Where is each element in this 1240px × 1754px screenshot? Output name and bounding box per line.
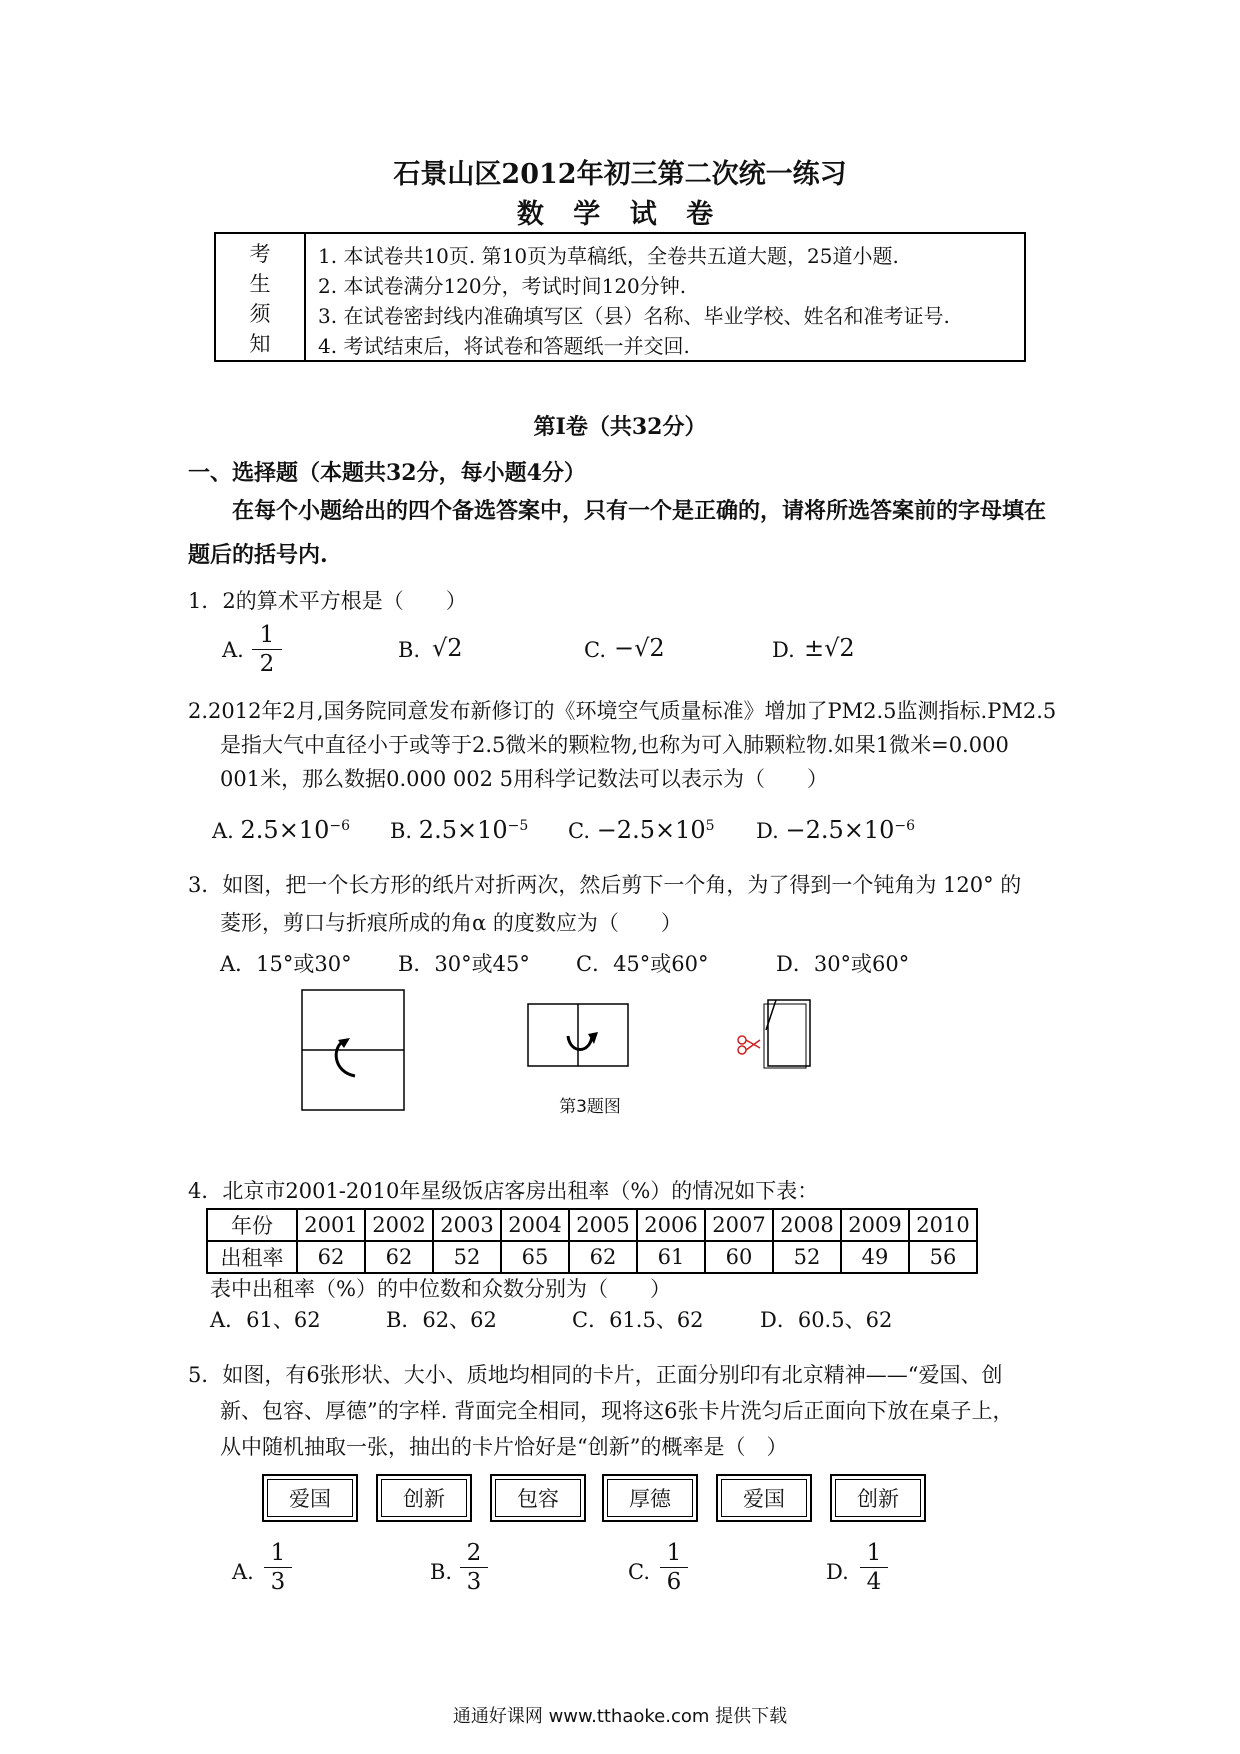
folded-paper-layer bbox=[764, 1004, 806, 1068]
card-aiguo bbox=[262, 1474, 358, 1522]
instruction-line-2: 题后的括号内. bbox=[188, 542, 328, 568]
q4-table bbox=[206, 1208, 978, 1274]
q3-figure-3 bbox=[730, 996, 820, 1072]
q3-figure-2 bbox=[526, 1002, 632, 1070]
card-chuangxin bbox=[376, 1474, 472, 1522]
q5-option-c-fraction bbox=[660, 1540, 688, 1595]
option-label: D. bbox=[756, 819, 779, 843]
fraction-bar bbox=[460, 1567, 488, 1568]
notice-label-char: 考 bbox=[249, 242, 271, 266]
option-exponent: −6 bbox=[894, 818, 916, 834]
q3-line-1: 3．如图，把一个长方形的纸片对折两次，然后剪下一个角，为了得到一个钝角为 120° 的 bbox=[188, 873, 1022, 897]
q5-option-b-label: B. bbox=[430, 1560, 453, 1584]
option-label: A. bbox=[212, 819, 234, 843]
table-cell: 49 bbox=[841, 1241, 909, 1273]
table-cell: 61 bbox=[637, 1241, 705, 1273]
table-cell: 2008 bbox=[773, 1209, 841, 1241]
q5-option-b-fraction bbox=[460, 1540, 488, 1595]
fraction-numerator: 1 bbox=[666, 1540, 682, 1566]
table-cell: 52 bbox=[773, 1241, 841, 1273]
card-label: 创新 bbox=[403, 1487, 445, 1511]
q4-stem: 4．北京市2001-2010年星级饭店客房出租率（%）的情况如下表： bbox=[188, 1179, 819, 1203]
option-label: C. bbox=[568, 819, 590, 843]
q2-option-b bbox=[390, 816, 528, 844]
instruction-line-1: 在每个小题给出的四个备选答案中，只有一个是正确的，请将所选答案前的字母填在 bbox=[232, 498, 1047, 524]
exam-title: 石景山区2012年初三第二次统一练习 bbox=[393, 159, 847, 190]
card-baorong bbox=[490, 1474, 586, 1522]
q5-option-d-label: D. bbox=[826, 1560, 849, 1584]
card-label: 包容 bbox=[517, 1487, 559, 1511]
card-label: 创新 bbox=[857, 1487, 899, 1511]
q3-line-2: 菱形，剪口与折痕所成的角α 的度数应为（ ） bbox=[220, 911, 682, 935]
table-cell: 2002 bbox=[365, 1209, 433, 1241]
fraction-bar bbox=[252, 649, 282, 650]
option-label: B. bbox=[390, 819, 413, 843]
table-cell: 65 bbox=[501, 1241, 569, 1273]
option-base: 2.5×10 bbox=[418, 816, 508, 844]
q5-option-a-label: A. bbox=[232, 1560, 254, 1584]
table-cell: 2001 bbox=[297, 1209, 365, 1241]
q1-option-d-label: D. bbox=[772, 638, 795, 662]
q5-option-c-label: C. bbox=[628, 1560, 650, 1584]
table-cell: 60 bbox=[705, 1241, 773, 1273]
fraction-denominator: 3 bbox=[270, 1569, 286, 1595]
q2-option-d bbox=[756, 816, 915, 844]
option-base: −2.5×10 bbox=[596, 816, 706, 844]
fraction-denominator: 2 bbox=[259, 651, 275, 677]
q5-line-1: 5．如图，有6张形状、大小、质地均相同的卡片，正面分别印有北京精神——“爱国、创 bbox=[188, 1363, 1003, 1387]
q3-option-b: B．30°或45° bbox=[398, 952, 530, 976]
q4-option-b: B．62、62 bbox=[386, 1308, 497, 1332]
option-exponent: −5 bbox=[507, 818, 529, 834]
card-label: 爱国 bbox=[743, 1487, 785, 1511]
table-row bbox=[207, 1241, 977, 1273]
table-cell: 2007 bbox=[705, 1209, 773, 1241]
table-cell: 2003 bbox=[433, 1209, 501, 1241]
q2-line-3: 001米，那么数据0.000 002 5用科学记数法可以表示为（ ） bbox=[220, 767, 828, 791]
q1-option-c-value: −√2 bbox=[614, 634, 665, 662]
q3-option-c: C．45°或60° bbox=[576, 952, 709, 976]
q4-option-a: A．61、62 bbox=[210, 1308, 321, 1332]
card-label: 爱国 bbox=[289, 1487, 331, 1511]
curved-arrow-icon bbox=[568, 1036, 592, 1050]
q1-stem: 1．2的算术平方根是（ ） bbox=[188, 589, 467, 613]
q1-option-c-label: C. bbox=[584, 638, 606, 662]
q3-option-d: D．30°或60° bbox=[776, 952, 910, 976]
notice-label-column bbox=[216, 234, 306, 360]
q1-option-a-label: A. bbox=[222, 638, 244, 662]
table-cell: 62 bbox=[297, 1241, 365, 1273]
q5-line-2: 新、包容、厚德”的字样. 背面完全相同，现将这6张卡片洗匀后正面向下放在桌子上， bbox=[220, 1399, 1014, 1423]
fraction-denominator: 6 bbox=[666, 1569, 682, 1595]
card-houde bbox=[602, 1474, 698, 1522]
option-exponent: 5 bbox=[705, 818, 715, 834]
notice-label-char: 知 bbox=[249, 332, 271, 356]
fraction-denominator: 3 bbox=[466, 1569, 482, 1595]
q2-line-1: 2.2012年2月,国务院同意发布新修订的《环境空气质量标准》增加了PM2.5监测指标.PM2.5 bbox=[188, 699, 1057, 723]
q1-option-b-value: √2 bbox=[432, 634, 463, 662]
table-cell: 2005 bbox=[569, 1209, 637, 1241]
fraction-numerator: 1 bbox=[866, 1540, 882, 1566]
table-cell: 年份 bbox=[207, 1209, 297, 1241]
table-cell: 56 bbox=[909, 1241, 977, 1273]
fraction-numerator: 2 bbox=[466, 1540, 482, 1566]
q5-line-3: 从中随机抽取一张，抽出的卡片恰好是“创新”的概率是（ ） bbox=[220, 1435, 788, 1459]
notice-box bbox=[214, 232, 1026, 362]
fraction-bar bbox=[264, 1567, 292, 1568]
notice-item: 2. 本试卷满分120分，考试时间120分钟. bbox=[318, 274, 687, 298]
section-heading: 一、选择题（本题共32分，每小题4分） bbox=[188, 460, 586, 486]
notice-item: 4. 考试结束后，将试卷和答题纸一并交回. bbox=[318, 334, 690, 358]
q2-option-c bbox=[568, 816, 715, 844]
notice-label-char: 须 bbox=[249, 302, 271, 326]
q4-option-d: D．60.5、62 bbox=[760, 1308, 893, 1332]
notice-label-char: 生 bbox=[249, 272, 271, 296]
q1-option-a-fraction bbox=[252, 622, 282, 677]
table-row bbox=[207, 1209, 977, 1241]
q3-figure-caption: 第3题图 bbox=[559, 1097, 621, 1117]
q2-option-a bbox=[212, 816, 350, 844]
option-base: −2.5×10 bbox=[785, 816, 895, 844]
card-label: 厚德 bbox=[629, 1487, 671, 1511]
table-cell: 2010 bbox=[909, 1209, 977, 1241]
q3-option-a: A．15°或30° bbox=[220, 952, 352, 976]
card-chuangxin bbox=[830, 1474, 926, 1522]
q4-option-c: C．61.5、62 bbox=[572, 1308, 704, 1332]
exam-subtitle: 数 学 试 卷 bbox=[516, 199, 724, 230]
curved-arrow-icon bbox=[336, 1042, 355, 1076]
folded-paper bbox=[768, 1000, 810, 1066]
q1-option-b-label: B. bbox=[398, 638, 421, 662]
fraction-bar bbox=[860, 1567, 888, 1568]
table-cell: 出租率 bbox=[207, 1241, 297, 1273]
option-base: 2.5×10 bbox=[240, 816, 330, 844]
table-cell: 52 bbox=[433, 1241, 501, 1273]
table-cell: 2006 bbox=[637, 1209, 705, 1241]
fraction-numerator: 1 bbox=[259, 622, 275, 648]
q1-option-d-value: ±√2 bbox=[804, 634, 855, 662]
part-title: 第Ⅰ卷（共32分） bbox=[533, 414, 707, 440]
option-exponent: −6 bbox=[329, 818, 350, 834]
q4-question: 表中出租率（%）的中位数和众数分别为（ ） bbox=[210, 1277, 671, 1301]
fraction-numerator: 1 bbox=[270, 1540, 286, 1566]
footer-credit: 通通好课网 www.tthaoke.com 提供下载 bbox=[452, 1706, 788, 1727]
fraction-denominator: 4 bbox=[866, 1569, 882, 1595]
notice-item: 1. 本试卷共10页. 第10页为草稿纸，全卷共五道大题，25道小题. bbox=[318, 244, 899, 268]
fraction-bar bbox=[660, 1567, 688, 1568]
card-aiguo bbox=[716, 1474, 812, 1522]
table-cell: 2009 bbox=[841, 1209, 909, 1241]
table-cell: 62 bbox=[365, 1241, 433, 1273]
q5-option-a-fraction bbox=[264, 1540, 292, 1595]
table-cell: 62 bbox=[569, 1241, 637, 1273]
table-cell: 2004 bbox=[501, 1209, 569, 1241]
notice-item: 3. 在试卷密封线内准确填写区（县）名称、毕业学校、姓名和准考证号. bbox=[318, 304, 950, 328]
q2-line-2: 是指大气中直径小于或等于2.5微米的颗粒物,也称为可入肺颗粒物.如果1微米=0.000 bbox=[220, 733, 1009, 757]
q5-option-d-fraction bbox=[860, 1540, 888, 1595]
scissors-icon bbox=[738, 1036, 760, 1054]
